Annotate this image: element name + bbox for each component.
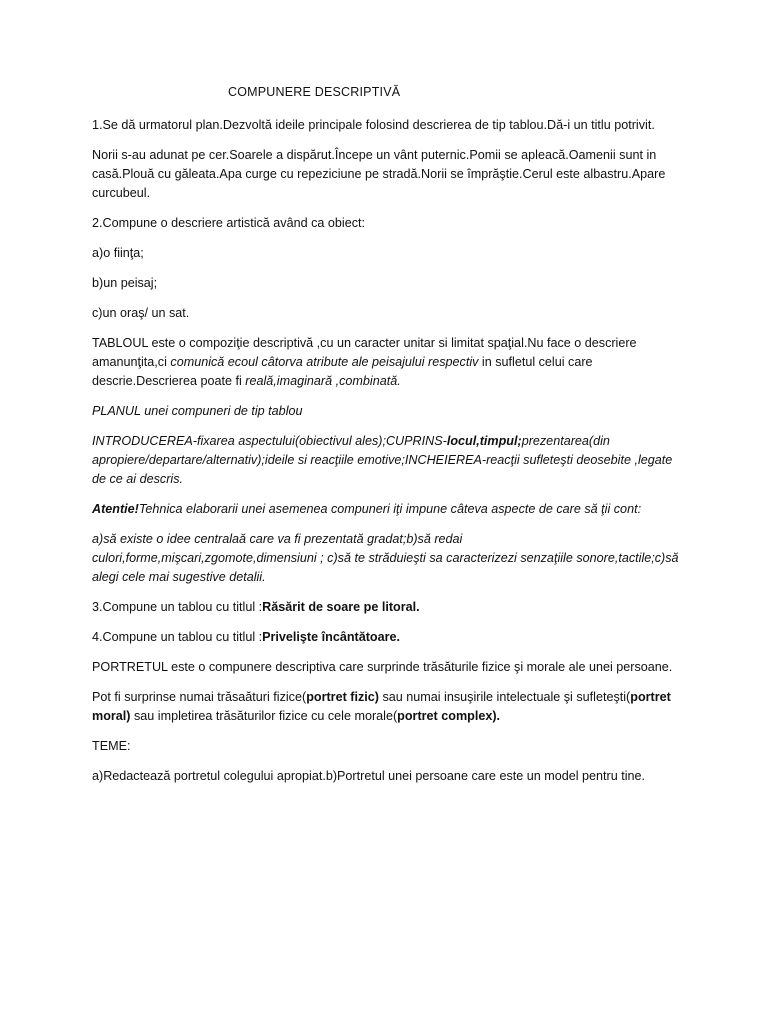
- plan-structure-bold: locul,timpul;: [446, 434, 522, 448]
- portret-fizic-label: portret fizic): [306, 690, 379, 704]
- plan-heading: PLANUL unei compuneri de tip tablou: [92, 404, 303, 418]
- plan-structure-part1: INTRODUCEREA-fixarea aspectului(obiectivul ales);CUPRINS-: [92, 434, 447, 448]
- portret-types-part1: Pot fi surprinse numai trăsaături fizice(: [92, 690, 307, 704]
- exercise-4: [92, 628, 682, 647]
- portret-types: [92, 688, 682, 726]
- portret-types-part2: sau numai insuşirile intelectuale şi sufleteşti(: [378, 690, 631, 704]
- plan-text: Norii s-au adunat pe cer.Soarele a dispărut.Începe un vânt puternic.Pomii se apleacă.Oamenii sunt in casă.Plouă cu găleata.Apa curge cu repeziciune pe stradă.Norii se împrăştie.Cerul este albastru.Apare curcubeul.: [92, 148, 666, 200]
- requirements-list: a)să existe o idee centralaă care va fi prezentată gradat;b)să redai culori,forme,mişcari,zgomote,dimensiuni ; c)să te străduieşti sa caracterizezi senzaţiile sonore,tactile;c)să alegi cele mai sugestive detalii.: [92, 532, 679, 584]
- portret-moral-label: portret moral): [92, 690, 671, 723]
- exercise-1: 1.Se dă urmatorul plan.Dezvoltă ideile principale folosind descrierea de tip tablou.Dă-i un titlu potrivit.: [92, 118, 655, 132]
- teme-heading: TEME:: [92, 739, 131, 753]
- teme-text: a)Redactează portretul colegului apropiat.b)Portretul unei persoane care este un model pentru tine.: [92, 769, 646, 783]
- option-a: a)o fiinţa;: [92, 246, 144, 260]
- portret-definition: PORTRETUL este o compunere descriptiva care surprinde trăsăturile fizice şi morale ale unei persoane.: [92, 660, 673, 674]
- document-title: COMPUNERE DESCRIPTIVĂ: [228, 85, 401, 99]
- exercise-4-prompt: 4.Compune un tablou cu titlul :: [92, 630, 263, 644]
- attention-label: Atentie!: [92, 502, 139, 516]
- attention-note: [92, 500, 682, 519]
- tablou-definition-italic1: comunică ecoul câtorva atribute ale peisajului respectiv: [170, 355, 479, 369]
- exercise-3: [92, 598, 682, 617]
- plan-structure-part2: prezentarea(din apropiere/departare/alternativ);ideile si reacţiile emotive;INCHEIEREA-reacţii sufleteşti deosebite ,legate de ce ai descris.: [92, 434, 673, 486]
- tablou-definition: [92, 334, 682, 391]
- tablou-definition-part2: in sufletul celui care descrie.Descrierea poate fi: [92, 355, 593, 388]
- attention-text: Tehnica elaborarii unei asemenea compuneri iţi impune câteva aspecte de care să ţii cont:: [138, 502, 642, 516]
- document-body: [92, 116, 682, 797]
- exercise-2: 2.Compune o descriere artistică având ca obiect:: [92, 216, 366, 230]
- portret-complex-label: portret complex).: [397, 709, 501, 723]
- option-b: b)un peisaj;: [92, 276, 158, 290]
- option-c: c)un oraş/ un sat.: [92, 306, 190, 320]
- tablou-definition-italic2: reală,imaginară ,combinată.: [245, 374, 401, 388]
- plan-structure: [92, 432, 682, 489]
- exercise-4-title: Privelişte încântătoare.: [262, 630, 401, 644]
- exercise-3-prompt: 3.Compune un tablou cu titlul :: [92, 600, 263, 614]
- portret-types-part3: sau impletirea trăsăturilor fizice cu cele morale(: [130, 709, 398, 723]
- exercise-3-title: Răsărit de soare pe litoral.: [262, 600, 420, 614]
- tablou-definition-part1: TABLOUL este o compoziţie descriptivă ,cu un caracter unitar si limitat spaţial.Nu face o descriere amanunţita,ci: [92, 336, 637, 369]
